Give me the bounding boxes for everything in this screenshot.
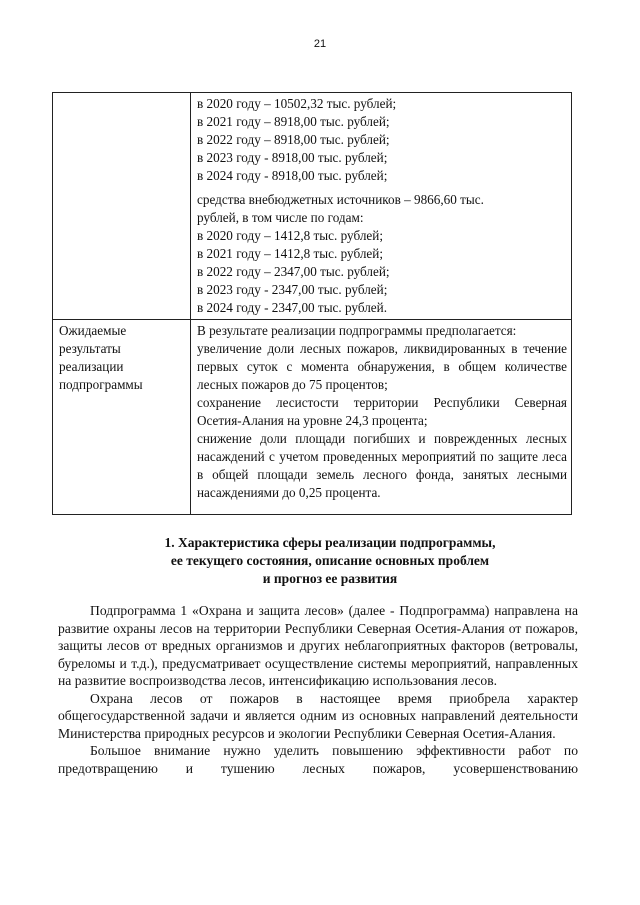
heading-line: 1. Характеристика сферы реализации подпрограммы, [164, 535, 496, 550]
body-paragraph: Большое внимание нужно уделить повышению эффективности работ по предотвращению и тушению лесных пожаров, усовершенствованию [58, 743, 578, 776]
results-paragraph: снижение доли площади погибших и поврежденных лесных насаждений с учетом проведенных мероприятий по защите леса в общей площади земель лесного фонда, занятых лесными насаждениями до 0,25 процента. [197, 431, 567, 500]
table-row [53, 320, 572, 515]
body-paragraph: Подпрограмма 1 «Охрана и защита лесов» (далее - Подпрограмма) направлена на развитие охраны лесов на территории Республики Северная Осетия-Алания от пожаров, защиты лесов от вредных организмов и других неблагоприятных факторов (ветровалы, буреломы и т.д.), предусматривает осуществление системы мероприятий, направленных на развитие воспроизводства лесов, интенсификацию использования лесов. [58, 603, 578, 688]
extrabudget-intro: средства внебюджетных источников – 9866,60 тыс. рублей, в том числе по годам: [197, 192, 484, 225]
funding-line: в 2020 году – 1412,8 тыс. рублей; [197, 228, 383, 243]
results-paragraph: сохранение лесистости территории Республики Северная Осетия-Алания на уровне 24,3 процента; [197, 395, 567, 428]
row-label-cell [53, 93, 191, 320]
row-label-cell: Ожидаемые результаты реализации подпрограммы [53, 320, 191, 515]
heading-line: ее текущего состояния, описание основных проблем [170, 553, 490, 568]
funding-line: в 2022 году – 8918,00 тыс. рублей; [197, 132, 390, 147]
body-paragraph: Охрана лесов от пожаров в настоящее время приобрела характер общегосударственной задачи и является одним из основных направлений деятельности Министерства природных ресурсов и экологии Республики Северная Осетия-Алания. [58, 690, 578, 741]
funding-line: в 2020 году – 10502,32 тыс. рублей; [197, 96, 397, 111]
funding-line: в 2023 году - 2347,00 тыс. рублей; [197, 282, 388, 297]
funding-line: в 2024 году - 2347,00 тыс. рублей. [197, 300, 388, 315]
funding-cell [191, 93, 572, 320]
results-paragraph: увеличение доли лесных пожаров, ликвидированных в течение первых суток с момента обнаружения, в общем количестве лесных пожаров до 75 процентов; [197, 341, 567, 392]
section-body [58, 602, 578, 777]
funding-line: в 2021 году – 1412,8 тыс. рублей; [197, 246, 383, 261]
expected-results-cell [191, 320, 572, 515]
page-number: 21 [313, 38, 327, 50]
subprogram-passport-table [52, 92, 572, 515]
heading-line: и прогноз ее развития [262, 571, 398, 586]
funding-line: в 2023 году - 8918,00 тыс. рублей; [197, 150, 388, 165]
section-heading [130, 534, 530, 588]
funding-line: в 2022 году – 2347,00 тыс. рублей; [197, 264, 390, 279]
funding-line: в 2021 году – 8918,00 тыс. рублей; [197, 114, 390, 129]
results-paragraph: В результате реализации подпрограммы предполагается: [197, 323, 517, 338]
table-row [53, 93, 572, 320]
funding-line: в 2024 году - 8918,00 тыс. рублей; [197, 168, 388, 183]
